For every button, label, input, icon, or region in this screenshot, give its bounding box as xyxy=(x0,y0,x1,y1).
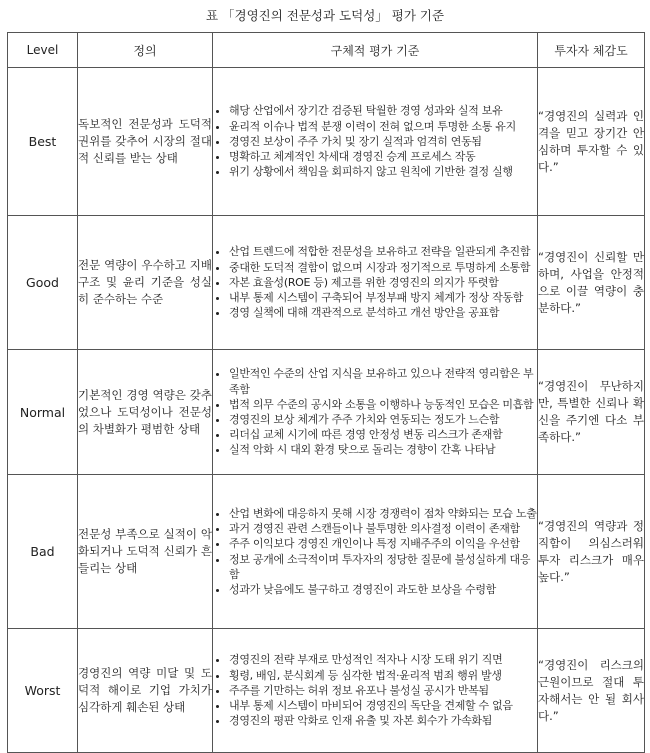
criteria-cell xyxy=(213,68,538,216)
list-item: • 위기 상황에서 책임을 회피하지 않고 원칙에 기반한 결정 실행 xyxy=(229,164,537,179)
header-criteria: 구체적 평가 기준 xyxy=(213,33,538,68)
sentiment-cell: “경영진이 신뢰할 만하며, 사업을 안정적으로 이끌 역량이 충분하다.” xyxy=(538,216,645,350)
definition-cell: 독보적인 전문성과 도덕적 권위를 갖추어 시장의 절대적 신뢰를 받는 상태 xyxy=(78,68,213,216)
criteria-list xyxy=(213,244,537,320)
list-item: • 법적 의무 수준의 공시와 소통을 이행하나 능동적인 모습은 미흡함 xyxy=(229,397,537,412)
header-sentiment: 투자자 체감도 xyxy=(538,33,645,68)
table-row xyxy=(8,68,645,216)
list-item: • 정보 공개에 소극적이며 투자자의 정당한 질문에 불성실하게 대응함 xyxy=(229,552,537,582)
list-item: • 윤리적 이슈나 법적 분쟁 이력이 전혀 없으며 투명한 소통 유지 xyxy=(229,119,537,134)
list-item: • 일반적인 수준의 산업 지식을 보유하고 있으나 전략적 영리함은 부족함 xyxy=(229,366,537,396)
list-item: • 내부 통제 시스템이 마비되어 경영진의 독단을 견제할 수 없음 xyxy=(229,698,537,713)
list-item: • 경영진의 보상 체계가 주주 가치와 연동되는 정도가 느슨함 xyxy=(229,412,537,427)
list-item: • 경영 실책에 대해 객관적으로 분석하고 개선 방안을 공표함 xyxy=(229,305,537,320)
table-row xyxy=(8,475,645,629)
list-item: • 산업 변화에 대응하지 못해 시장 경쟁력이 점차 약화되는 모습 노출 xyxy=(229,506,537,521)
header-definition: 정의 xyxy=(78,33,213,68)
criteria-cell xyxy=(213,629,538,753)
table-row xyxy=(8,350,645,475)
definition-cell: 기본적인 경영 역량은 갖추었으나 도덕성이나 전문성의 차별화가 평범한 상태 xyxy=(78,350,213,475)
list-item: • 중대한 도덕적 결함이 없으며 시장과 정기적으로 투명하게 소통함 xyxy=(229,260,537,275)
level-cell: Best xyxy=(8,68,78,216)
criteria-list xyxy=(213,652,537,728)
list-item: • 산업 트렌드에 적합한 전문성을 보유하고 전략을 일관되게 추진함 xyxy=(229,244,537,259)
header-row xyxy=(8,33,645,68)
level-cell: Good xyxy=(8,216,78,350)
table-title: 표 「경영진의 전문성과 도덕성」 평가 기준 xyxy=(205,8,445,23)
definition-cell: 전문 역량이 우수하고 지배구조 및 윤리 기준을 성실히 준수하는 수준 xyxy=(78,216,213,350)
level-cell: Normal xyxy=(8,350,78,475)
list-item: • 주주 이익보다 경영진 개인이나 특정 지배주주의 이익을 우선함 xyxy=(229,536,537,551)
criteria-cell xyxy=(213,350,538,475)
criteria-list xyxy=(213,366,537,457)
level-cell: Worst xyxy=(8,629,78,753)
list-item: • 리더십 교체 시기에 따른 경영 안정성 변동 리스크가 존재함 xyxy=(229,427,537,442)
list-item: • 내부 통제 시스템이 구축되어 부정부패 방지 체계가 정상 작동함 xyxy=(229,290,537,305)
list-item: • 명확하고 체계적인 차세대 경영진 승계 프로세스 작동 xyxy=(229,149,537,164)
list-item: • 경영진의 평판 악화로 인재 유출 및 자본 회수가 가속화됨 xyxy=(229,713,537,728)
sentiment-cell: “경영진이 무난하지만, 특별한 신뢰나 확신을 주기엔 다소 부족하다.” xyxy=(538,350,645,475)
list-item: • 경영진의 전략 부재로 만성적인 적자나 시장 도태 위기 직면 xyxy=(229,652,537,667)
definition-cell: 전문성 부족으로 실적이 악화되거나 도덕적 신뢰가 흔들리는 상태 xyxy=(78,475,213,629)
sentiment-cell: “경영진의 역량과 정직함이 의심스러워 투자 리스크가 매우 높다.” xyxy=(538,475,645,629)
criteria-list xyxy=(213,103,537,179)
header-level: Level xyxy=(8,33,78,68)
list-item: • 실적 악화 시 대외 환경 탓으로 돌리는 경향이 간혹 나타남 xyxy=(229,442,537,457)
list-item: • 경영진 보상이 주주 가치 및 장기 실적과 엄격히 연동됨 xyxy=(229,134,537,149)
level-cell: Bad xyxy=(8,475,78,629)
criteria-cell xyxy=(213,475,538,629)
sentiment-cell: “경영진이 리스크의 근원이므로 절대 투자해서는 안 될 회사다.” xyxy=(538,629,645,753)
list-item: • 횡령, 배임, 분식회계 등 심각한 법적·윤리적 범죄 행위 발생 xyxy=(229,668,537,683)
definition-cell: 경영진의 역량 미달 및 도덕적 해이로 기업 가치가 심각하게 훼손된 상태 xyxy=(78,629,213,753)
list-item: • 성과가 낮음에도 불구하고 경영진이 과도한 보상을 수령함 xyxy=(229,582,537,597)
criteria-list xyxy=(213,506,537,597)
criteria-cell xyxy=(213,216,538,350)
evaluation-table xyxy=(7,32,645,753)
list-item: • 해당 산업에서 장기간 검증된 탁월한 경영 성과와 실적 보유 xyxy=(229,103,537,118)
list-item: • 주주를 기만하는 허위 정보 유포나 불성실 공시가 반복됨 xyxy=(229,683,537,698)
sentiment-cell: “경영진의 실력과 인격을 믿고 장기간 안심하며 투자할 수 있다.” xyxy=(538,68,645,216)
table-row xyxy=(8,629,645,753)
list-item: • 자본 효율성(ROE 등) 제고를 위한 경영진의 의지가 뚜렷함 xyxy=(229,275,537,290)
table-row xyxy=(8,216,645,350)
list-item: • 과거 경영진 관련 스캔들이나 불투명한 의사결정 이력이 존재함 xyxy=(229,521,537,536)
